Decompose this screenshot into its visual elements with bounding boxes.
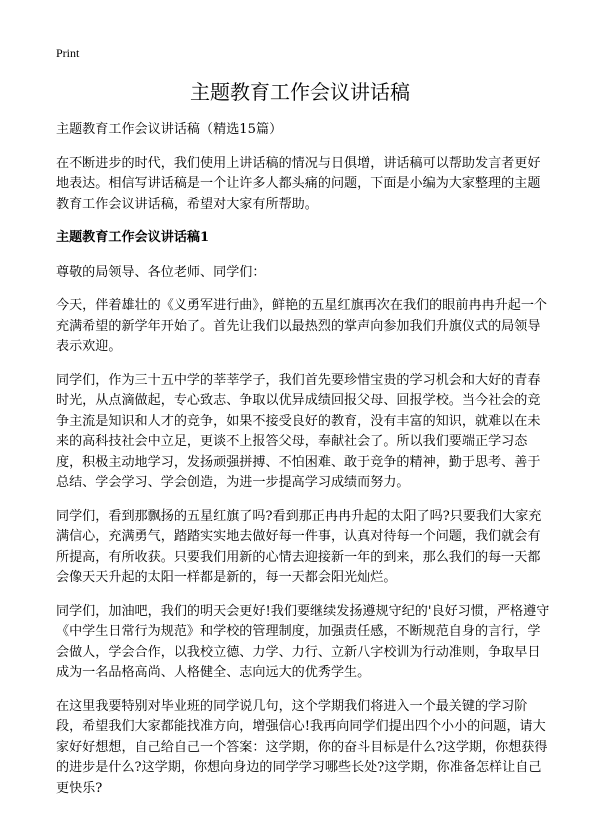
body-paragraph: 同学们，作为三十五中学的莘莘学子，我们首先要珍惜宝贵的学习机会和大好的青春时光，从点滴做起，专心致志、争取以优异成绩回报父母、回报学校。当今社会的竞争主流是知识和人才的竞争，如果不接受良好的教育，没有丰富的知识，就难以在未来的高科技社会中立足，更谈不上报答父母，奉献社会了。所以我们要端正学习态度，积极主动地学习，发扬顽强拼搏、不怕困难、敢于竞争的精神，勤于思考、善于总结、学会学习、学会创造，为进一步提高学习成绩而努力。 <box>56 372 541 490</box>
page-title: 主题教育工作会议讲话稿 <box>190 80 410 104</box>
intro-paragraph: 在不断进步的时代，我们使用上讲话稿的情况与日俱增，讲话稿可以帮助发言者更好地表达。相信写讲话稿是一个让许多人都头痛的问题，下面是小编为大家整理的主题教育工作会议讲话稿，希望对大家有所帮助。 <box>56 155 541 212</box>
body-paragraph: 同学们，看到那飘扬的五星红旗了吗?看到那正冉冉升起的太阳了吗?只要我们大家充满信心，充满勇气，踏踏实实地去做好每一件事，认真对待每一个问题，我们就会有所提高，有所收获。只要我们用新的心情去迎接新一年的到来，那么我们的每一天都会像天天升起的太阳一样都是新的，每一天都会阳光灿烂。 <box>56 508 542 585</box>
article-subtitle: 主题教育工作会议讲话稿（精选15篇） <box>56 122 283 137</box>
body-paragraph: 在这里我要特别对毕业班的同学说几句，这个学期我们将进入一个最关键的学习阶段，希望我们大家都能找准方向，增强信心!我再向同学们提出四个小小的问题，请大家好好想想，自己给自己一个答案：这学期，你的奋斗目标是什么?这学期，你想获得的进步是什么?这学期，你想向身边的同学学习哪些长处?这学期，你准备怎样让自己更快乐? <box>56 698 548 796</box>
print-link[interactable]: Print <box>56 46 80 60</box>
body-paragraph: 同学们，加油吧，我们的明天会更好!我们要继续发扬遵规守纪的'良好习惯，严格遵守《中学生日常行为规范》和学校的管理制度，加强责任感，不断规范自身的言行，学会做人，学会合作，以我校立德、力学、力行、立新八字校训为行动准则，争取早日成为一名品格高尚、人格健全、志向远大的优秀学生。 <box>56 603 550 680</box>
greeting-paragraph: 尊敬的局领导、各位老师、同学们： <box>56 264 266 280</box>
body-paragraph: 今天，伴着雄壮的《义勇军进行曲》，鲜艳的五星红旗再次在我们的眼前冉冉升起一个充满希望的新学年开始了。首先让我们以最热烈的掌声向参加我们升旗仪式的局领导表示欢迎。 <box>56 298 548 354</box>
section-heading: 主题教育工作会议讲话稿1 <box>56 230 210 245</box>
article-body <box>56 120 550 812</box>
